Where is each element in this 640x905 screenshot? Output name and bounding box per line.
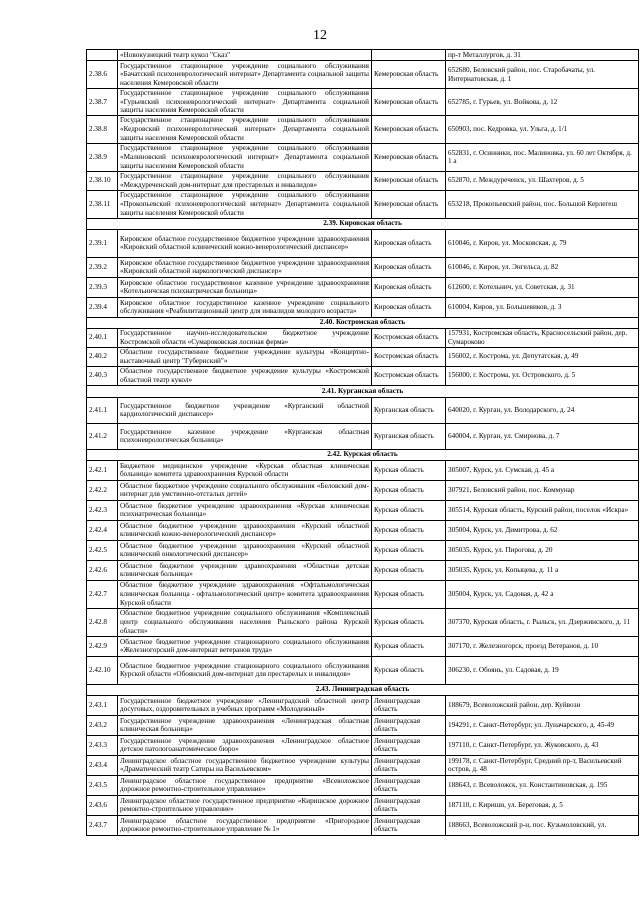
row-number: 2.42.5 (87, 540, 118, 560)
organization-name: Государственное научно-исследовательское бюджетное учреждение Костромской области «Сумароковская лосиная ферма» (118, 328, 372, 347)
row-number: 2.42.7 (87, 580, 118, 608)
organization-name: Областное бюджетное учреждение социального обслуживания «Комплексный центр социального обслуживания населения Рыльского района Курской области» (118, 608, 372, 636)
region-name: Ленинградская область (372, 815, 446, 835)
region-name: Курская область (372, 540, 446, 560)
row-number: 2.38.9 (87, 143, 118, 171)
row-number: 2.40.2 (87, 347, 118, 366)
organization-name: Государственное стационарное учреждение социального обслуживания «Малиновский психоневрологический интернат» Департамента социальной защиты населения Кемеровской области (118, 143, 372, 171)
row-number: 2.43.4 (87, 755, 118, 775)
address: 610004, Киров, ул. Большевиков, д. 3 (446, 297, 639, 317)
address: 653218, Прокопьевский район, пос. Большой Керлегеш (446, 190, 639, 218)
row-number: 2.40.1 (87, 328, 118, 347)
row-number: 2.39.3 (87, 277, 118, 297)
row-number (87, 50, 118, 61)
organization-name: Кировское областное государственное казенное учреждение социального обслуживания «Реабилитационный центр для инвалидов молодого возраста» (118, 297, 372, 317)
organization-name: Кировское областное государственное казенное учреждение здравоохранения «Котельничская психиатрическая больница» (118, 277, 372, 297)
region-name: Костромская область (372, 347, 446, 366)
region-name: Курская область (372, 580, 446, 608)
organization-name: Областное бюджетное учреждение здравоохранения «Курская клиническая психиатрическая больница» (118, 500, 372, 520)
row-number: 2.42.6 (87, 560, 118, 580)
region-name: Кемеровская область (372, 115, 446, 143)
organization-name: Государственное казенное учреждение «Курганская областная психоневрологическая больница» (118, 423, 372, 449)
address: 652831, г. Осинники, пос. Малиновка, ул. 60 лет Октября, д. 1 а (446, 143, 639, 171)
table-row (87, 460, 639, 480)
address: 640020, г. Курган, ул. Володарского, д. 24 (446, 397, 639, 423)
table-row (87, 775, 639, 795)
row-number: 2.42.3 (87, 500, 118, 520)
address: 157931, Костромская область, Красносельский район, дер. Сумароково (446, 328, 639, 347)
row-number: 2.42.4 (87, 520, 118, 540)
address: 652680, Беловский район, пос. Старобачаты, ул. Интернатовская, д. 1 (446, 61, 639, 89)
address: 156000, г. Кострома, ул. Островского, д. 5 (446, 366, 639, 385)
organization-name: Государственное бюджетное учреждение «Ленинградский областной центр досуговых, оздоровительных и учебных программ «Молодежный» (118, 695, 372, 715)
organization-name: Государственное учреждение здравоохранения «Ленинградское областное детское патологоанатомическое бюро» (118, 735, 372, 755)
address: 610046, г. Киров, ул. Энгельса, д. 82 (446, 257, 639, 277)
row-number: 2.43.6 (87, 795, 118, 815)
region-name: Курская область (372, 560, 446, 580)
table-row (87, 795, 639, 815)
region-name: Курская область (372, 460, 446, 480)
section-title: 2.43. Ленинградская область (87, 684, 639, 695)
region-name (372, 50, 446, 61)
table-row (87, 715, 639, 735)
region-name: Ленинградская область (372, 755, 446, 775)
row-number: 2.42.1 (87, 460, 118, 480)
table-row (87, 366, 639, 385)
section-row (87, 317, 639, 328)
organization-name: «Новокузнецкий театр кукол "Сказ" (118, 50, 372, 61)
address: 194291, г. Санкт-Петербург, ул. Луначарского, д. 45-49 (446, 715, 639, 735)
row-number: 2.38.6 (87, 61, 118, 89)
organization-name: Государственное бюджетное учреждение «Курганский областной кардиологический диспансер» (118, 397, 372, 423)
section-row (87, 218, 639, 229)
table-row (87, 115, 639, 143)
region-name: Ленинградская область (372, 715, 446, 735)
organization-name: Бюджетное медицинское учреждение «Курская областная клиническая больница» комитета здравоохранения Курской области (118, 460, 372, 480)
address: 156002, г. Кострома, ул. Депутатская, д. 49 (446, 347, 639, 366)
table-row (87, 695, 639, 715)
table-row (87, 143, 639, 171)
table-row (87, 480, 639, 500)
row-number: 2.43.5 (87, 775, 118, 795)
address: 197110, г. Санкт-Петербург, ул. Жуковского, д. 43 (446, 735, 639, 755)
table-row (87, 656, 639, 684)
row-number: 2.43.1 (87, 695, 118, 715)
row-number: 2.42.9 (87, 636, 118, 656)
region-name: Кемеровская область (372, 89, 446, 116)
row-number: 2.39.2 (87, 257, 118, 277)
table-row (87, 328, 639, 347)
organization-name: Государственное стационарное учреждение социального обслуживания «Бачатский психоневрологический интернат» Департамента социальной защиты населения Кемеровской области (118, 61, 372, 89)
address: 305035, Курск, ул. Копыцева, д. 11 а (446, 560, 639, 580)
address: 650903, пос. Кедровка, ул. Ульга, д. 1/1 (446, 115, 639, 143)
table-row (87, 257, 639, 277)
row-number: 2.41.2 (87, 423, 118, 449)
row-number: 2.38.8 (87, 115, 118, 143)
table-row (87, 608, 639, 636)
address: 188679, Всеволожский район, дер. Куйвози (446, 695, 639, 715)
row-number: 2.38.7 (87, 89, 118, 116)
region-name: Ленинградская область (372, 735, 446, 755)
address: 199178, г. Санкт-Петербург, Средний пр-т, Васильевский остров, д. 48 (446, 755, 639, 775)
table-row (87, 297, 639, 317)
row-number: 2.43.2 (87, 715, 118, 735)
organization-name: Государственное стационарное учреждение социального обслуживания «Прокопьевский психоневрологический интернат» Департамента социальной защиты населения Кемеровской области (118, 190, 372, 218)
table-row (87, 397, 639, 423)
address: 187110, г. Кириши, ул. Береговая, д. 5 (446, 795, 639, 815)
row-number: 2.39.1 (87, 229, 118, 257)
table-row (87, 171, 639, 190)
organization-name: Государственное стационарное учреждение социального обслуживания «Кедровский психоневрологический интернат» Департамента социальной защиты населения Кемеровской области (118, 115, 372, 143)
address: 188643, г. Всеволожск, ул. Константиновская, д. 195 (446, 775, 639, 795)
region-name: Курганская область (372, 397, 446, 423)
section-row (87, 449, 639, 460)
address: 307921, Беловский район, пос. Коммунар (446, 480, 639, 500)
section-title: 2.41. Курганская область (87, 385, 639, 397)
table-row (87, 229, 639, 257)
table-row (87, 50, 639, 61)
region-name: Курская область (372, 500, 446, 520)
organization-name: Ленинградское областное государственное предприятие «Всеволожское дорожное ремонтно-строительное управление» (118, 775, 372, 795)
table-row (87, 735, 639, 755)
table-row (87, 580, 639, 608)
table-row (87, 89, 639, 116)
registry-table (86, 49, 639, 836)
region-name: Курская область (372, 480, 446, 500)
row-number: 2.42.2 (87, 480, 118, 500)
table-row (87, 500, 639, 520)
organization-name: Областное государственное бюджетное учреждение культуры «Костромской областной театр кукол» (118, 366, 372, 385)
address: 188663, Всеволожский р-н, пос. Кузьмоловский, ул. (446, 815, 639, 835)
organization-name: Ленинградское областное государственное бюджетное учреждение культуры «Драматический театр Сатиры на Васильевском» (118, 755, 372, 775)
organization-name: Областное бюджетное учреждение здравоохранения «Офтальмологическая клиническая больница - офтальмологический центр» комитета здравоохранения Курской области (118, 580, 372, 608)
table-row (87, 520, 639, 540)
region-name: Курская область (372, 520, 446, 540)
organization-name: Областное бюджетное учреждение здравоохранения «Областная детская клиническая больница» (118, 560, 372, 580)
table-row (87, 755, 639, 775)
address: 652785, г. Гурьев, ул. Войкова, д. 12 (446, 89, 639, 116)
address: 640004, г. Курган, ул. Смирнова, д. 7 (446, 423, 639, 449)
region-name: Курская область (372, 608, 446, 636)
row-number: 2.42.8 (87, 608, 118, 636)
row-number: 2.38.11 (87, 190, 118, 218)
row-number: 2.39.4 (87, 297, 118, 317)
address: 305007, Курск, ул. Сумская, д. 45 а (446, 460, 639, 480)
address: 612600, г. Котельнич, ул. Советская, д. 31 (446, 277, 639, 297)
region-name: Кировская область (372, 229, 446, 257)
region-name: Кемеровская область (372, 61, 446, 89)
region-name: Ленинградская область (372, 775, 446, 795)
section-row (87, 385, 639, 397)
organization-name: Областное бюджетное учреждение стационарного социального обслуживания «Железногорский дом-интернат ветеранов труда» (118, 636, 372, 656)
organization-name: Кировское областное государственное бюджетное учреждение здравоохранения «Кировский областной клинический кожно-венерологический диспансер» (118, 229, 372, 257)
address: 306230, г. Обоянь, ул. Садовая, д. 19 (446, 656, 639, 684)
region-name: Кировская область (372, 277, 446, 297)
region-name: Кемеровская область (372, 143, 446, 171)
address: пр-т Металлургов, д. 31 (446, 50, 639, 61)
table-row (87, 347, 639, 366)
region-name: Курская область (372, 656, 446, 684)
region-name: Кемеровская область (372, 171, 446, 190)
organization-name: Областное бюджетное учреждение социального обслуживания «Беловский дом-интернат для умственно-отсталых детей» (118, 480, 372, 500)
address: 652870, г. Междуреченск, ул. Шахтеров, д. 5 (446, 171, 639, 190)
row-number: 2.43.7 (87, 815, 118, 835)
organization-name: Государственное стационарное учреждение социального обслуживания «Междуреченский дом-интернат для престарелых и инвалидов» (118, 171, 372, 190)
region-name: Кемеровская область (372, 190, 446, 218)
organization-name: Областное бюджетное учреждение здравоохранения «Курский областной клинический онкологический диспансер» (118, 540, 372, 560)
row-number: 2.40.3 (87, 366, 118, 385)
organization-name: Государственное учреждение здравоохранения «Ленинградская областная клиническая больница» (118, 715, 372, 735)
region-name: Кировская область (372, 257, 446, 277)
region-name: Курская область (372, 636, 446, 656)
section-title: 2.42. Курская область (87, 449, 639, 460)
region-name: Курганская область (372, 423, 446, 449)
table-row (87, 815, 639, 835)
row-number: 2.42.10 (87, 656, 118, 684)
organization-name: Областное государственное бюджетное учреждение культуры «Концертно-выставочный центр "Губернский"» (118, 347, 372, 366)
organization-name: Кировское областное государственное бюджетное учреждение здравоохранения «Кировский областной наркологический диспансер» (118, 257, 372, 277)
row-number: 2.43.3 (87, 735, 118, 755)
row-number: 2.38.10 (87, 171, 118, 190)
address: 307370, Курская область, г. Рыльск, ул. Дзержинского, д. 11 (446, 608, 639, 636)
region-name: Костромская область (372, 328, 446, 347)
address: 610046, г. Киров, ул. Московская, д. 79 (446, 229, 639, 257)
address: 305514, Курская область, Курский район, поселок «Искра» (446, 500, 639, 520)
address: 305004, Курск, ул. Димитрова, д. 62 (446, 520, 639, 540)
organization-name: Областное бюджетное учреждение стационарного социального обслуживания Курской области «Обоянский дом-интернат для престарелых и инвалидов» (118, 656, 372, 684)
organization-name: Ленинградское областное государственное предприятие «Киришское дорожное ремонтно-строительное управление» (118, 795, 372, 815)
page-number: 12 (313, 28, 327, 43)
table-row (87, 560, 639, 580)
organization-name: Областное бюджетное учреждение здравоохранения «Курский областной клинический кожно-венерологический диспансер» (118, 520, 372, 540)
region-name: Ленинградская область (372, 795, 446, 815)
section-title: 2.39. Кировская область (87, 218, 639, 229)
region-name: Ленинградская область (372, 695, 446, 715)
table-row (87, 277, 639, 297)
row-number: 2.41.1 (87, 397, 118, 423)
region-name: Кировская область (372, 297, 446, 317)
region-name: Костромская область (372, 366, 446, 385)
table-row (87, 423, 639, 449)
table-row (87, 636, 639, 656)
organization-name: Государственное стационарное учреждение социального обслуживания «Гурьевский психоневрологический интернат» Департамента социальной защиты населения Кемеровской области (118, 89, 372, 116)
organization-name: Ленинградское областное государственное предприятие «Пригородное дорожное ремонтно-строительное управление № 1» (118, 815, 372, 835)
address: 307170, г. Железногорск, проезд Ветеранов, д. 10 (446, 636, 639, 656)
section-title: 2.40. Костромская область (87, 317, 639, 328)
address: 305035, Курск, ул. Пирогова, д. 20 (446, 540, 639, 560)
section-row (87, 684, 639, 695)
address: 305004, Курск, ул. Садовая, д. 42 а (446, 580, 639, 608)
table-row (87, 190, 639, 218)
table-row (87, 61, 639, 89)
table-row (87, 540, 639, 560)
